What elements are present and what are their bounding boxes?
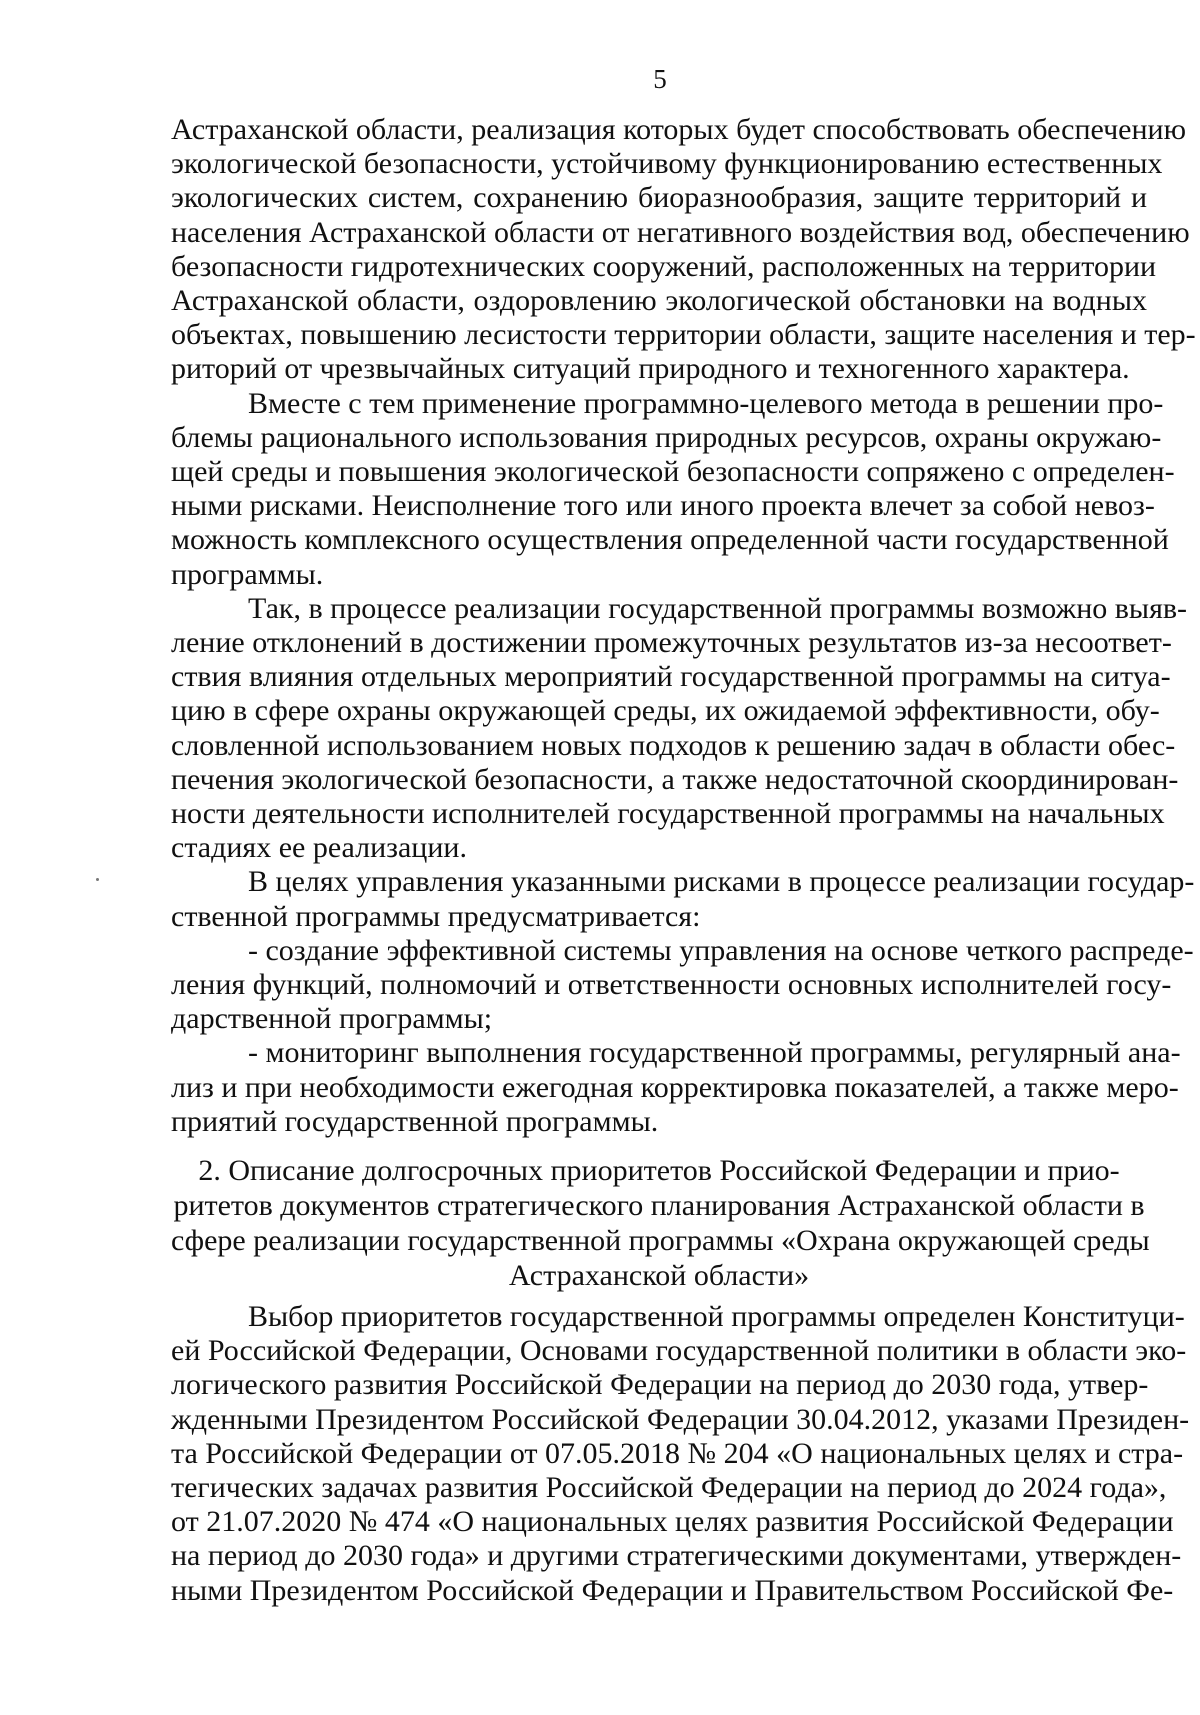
body-text-top [171, 113, 1196, 1139]
text-line: Астраханской области, реализация которых будет способствовать обеспечению [171, 113, 1186, 146]
text-line: приятий государственной программы. [171, 1104, 659, 1138]
body-text-bottom [171, 1300, 1190, 1608]
text-line: - создание эффективной системы управления на основе четкого распреде- [248, 933, 1194, 967]
text-line: В целях управления указанными рисками в процессе реализации государ- [248, 865, 1195, 899]
paragraph [171, 1036, 1181, 1139]
text-line: стадиях ее реализации. [171, 831, 467, 865]
heading-line: 2. Описание долгосрочных приоритетов Российской Федерации и прио- [198, 1154, 1120, 1187]
scan-speck [96, 878, 99, 881]
text-line: Выбор приоритетов государственной программы определен Конституци- [248, 1300, 1185, 1333]
text-line: объектах, повышению лесистости территории области, защите населения и тер- [171, 318, 1196, 352]
text-line: можность комплексного осуществления определенной части государственной [171, 523, 1169, 557]
text-line: ствия влияния отдельных мероприятий государственной программы на ситуа- [171, 660, 1171, 694]
text-line: населения Астраханской области от негативного воздействия вод, обеспечению [171, 215, 1190, 249]
text-line: словленной использованием новых подходов к решению задач в области обес- [171, 728, 1176, 762]
heading-line: ритетов документов стратегического планирования Астраханской области в [173, 1189, 1145, 1222]
text-line: лиз и при необходимости ежегодная корректировка показателей, а также меро- [171, 1070, 1179, 1104]
text-line: ными Президентом Российской Федерации и Правительством Российской Фе- [171, 1573, 1174, 1607]
text-line: цию в сфере охраны окружающей среды, их ожидаемой эффективности, обу- [171, 694, 1160, 728]
text-line: от 21.07.2020 № 474 «О национальных целях развития Российской Федерации [171, 1505, 1174, 1539]
text-line: печения экологической безопасности, а также недостаточной скоординирован- [171, 762, 1179, 796]
text-line: Так, в процессе реализации государственной программы возможно выяв- [248, 591, 1188, 625]
text-line: - мониторинг выполнения государственной программы, регулярный ана- [248, 1036, 1181, 1070]
text-line: ления функций, полномочий и ответственности основных исполнителей госу- [171, 968, 1172, 1002]
heading-line: Астраханской области» [508, 1259, 810, 1292]
paragraph [171, 113, 1196, 387]
text-line: экологической безопасности, устойчивому функционированию естественных [171, 147, 1163, 181]
section-heading [171, 1153, 1150, 1293]
text-line: Вместе с тем применение программно-целевого метода в решении про- [248, 386, 1164, 420]
text-line: щей среды и повышения экологической безопасности сопряжено с определен- [171, 455, 1175, 489]
paragraph [171, 386, 1175, 592]
text-line: безопасности гидротехнических сооружений, расположенных на территории [171, 249, 1157, 283]
text-line: блемы рационального использования природных ресурсов, охраны окружаю- [171, 420, 1162, 454]
text-line: Астраханской области, оздоровлению экологической обстановки на водных [171, 284, 1147, 318]
text-line: та Российской Федерации от 07.05.2018 № 204 «О национальных целях и стра- [171, 1436, 1184, 1470]
text-line: тегических задачах развития Российской Федерации на период до 2024 года», [171, 1471, 1167, 1505]
text-line: программы. [171, 557, 324, 591]
text-line: ей Российской Федерации, Основами государственной политики в области эко- [171, 1334, 1187, 1368]
text-line: ственной программы предусматривается: [171, 899, 701, 933]
paragraph [171, 865, 1195, 933]
text-line: экологических систем, сохранению биоразнообразия, защите территорий и [171, 181, 1147, 215]
paragraph [171, 1300, 1190, 1608]
text-line: риторий от чрезвычайных ситуаций природного и техногенного характера. [171, 352, 1130, 386]
text-line: жденными Президентом Российской Федерации 30.04.2012, указами Президен- [171, 1402, 1190, 1436]
text-line: логического развития Российской Федерации на период до 2030 года, утвер- [171, 1368, 1149, 1402]
text-line: ление отклонений в достижении промежуточных результатов из-за несоответ- [171, 626, 1172, 660]
text-line: на период до 2030 года» и другими стратегическими документами, утвержден- [171, 1539, 1182, 1573]
text-line: ными рисками. Неисполнение того или иного проекта влечет за собой невоз- [171, 489, 1155, 523]
paragraph [171, 591, 1188, 866]
paragraph [171, 933, 1194, 1037]
page-number: 5 [653, 64, 667, 94]
text-line: дарственной программы; [171, 1002, 493, 1036]
heading-line: сфере реализации государственной программы «Охрана окружающей среды [171, 1224, 1150, 1257]
text-line: ности деятельности исполнителей государственной программы на начальных [171, 797, 1165, 831]
